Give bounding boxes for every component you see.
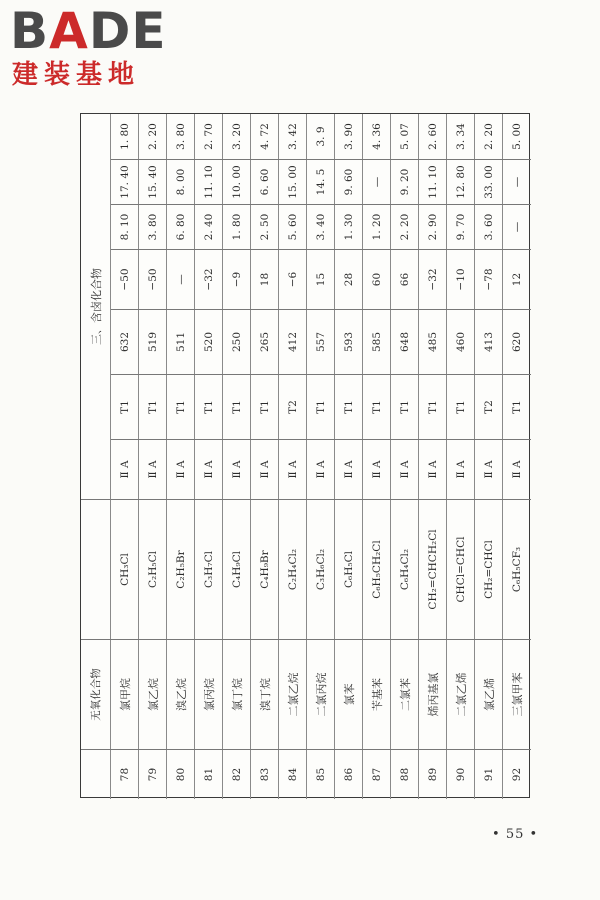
table-cell-name: 溴乙烷 — [167, 640, 195, 749]
table-cell-formula: C₆H₅CF₃ — [511, 546, 523, 593]
table-cell-density: 3. 20 — [223, 114, 251, 159]
table-cell-cls: Ⅱ A — [167, 440, 195, 499]
table-cell-name: 三氯甲苯 — [511, 672, 524, 717]
table-cell-no: 78 — [111, 750, 139, 799]
page-number: • 55 • — [492, 827, 538, 842]
table-cell-cls: Ⅱ A — [307, 440, 335, 499]
table-columns — [81, 114, 531, 799]
table-cell-density: 3. 34 — [447, 114, 475, 159]
table-cell-temp: 648 — [391, 310, 419, 374]
table-cell-temp: 413 — [475, 310, 503, 374]
table-cell-temp: 412 — [279, 310, 307, 374]
col-ignition-temp — [81, 309, 531, 374]
table-cell-group: T1 — [307, 375, 335, 439]
table-cell-no: 91 — [475, 750, 503, 799]
table-cell-lel: 1. 30 — [335, 205, 363, 249]
table-cell-lel: 6. 80 — [167, 205, 195, 249]
table-cell-group: T1 — [335, 375, 363, 439]
table-cell-temp: 557 — [307, 310, 335, 374]
table-cell-cls: Ⅱ A — [139, 440, 167, 499]
table-cell-lel: 1. 80 — [223, 205, 251, 249]
table-cell-group: T1 — [363, 375, 391, 439]
table-cell-flash: −10 — [447, 250, 475, 309]
table-cell-no: 87 — [363, 750, 391, 799]
table-cell-formula: CHCl=CHCl — [447, 500, 475, 639]
header-blank-cell — [81, 499, 111, 639]
table-cell-group: T1 — [111, 375, 139, 439]
table-cell-density: 4. 72 — [251, 114, 279, 159]
table-cell-temp: 519 — [139, 310, 167, 374]
table-cell-cls: Ⅱ A — [111, 440, 139, 499]
table-cell-flash: 18 — [251, 250, 279, 309]
table-cell-temp: 520 — [195, 310, 223, 374]
table-cell-group: T1 — [195, 375, 223, 439]
table-cell-temp: 265 — [251, 310, 279, 374]
table-cell-lel: 9. 70 — [447, 205, 475, 249]
header-cell — [81, 750, 111, 799]
table-cell-group: T2 — [279, 375, 307, 439]
table-cell-lel: 3. 40 — [307, 205, 335, 249]
table-cell-flash: 12 — [511, 272, 523, 287]
table-cell-lel: — — [511, 221, 523, 233]
table-cell-name: 氯甲烷 — [111, 640, 139, 749]
table-cell-uel: 15. 40 — [139, 160, 167, 204]
table-cell-density: 2. 20 — [139, 114, 167, 159]
table-cell-cls: Ⅱ A — [391, 440, 419, 499]
table-cell-name: 苄基苯 — [363, 640, 391, 749]
table-cell-no: 81 — [195, 750, 223, 799]
table-cell-name: 烯丙基氯 — [419, 640, 447, 749]
table-cell-no: 79 — [139, 750, 167, 799]
table-cell-name: 二氯丙烷 — [307, 640, 335, 749]
col-formula — [81, 499, 531, 639]
table-cell-formula: C₃H₇Cl — [195, 500, 223, 639]
table-cell-no: 89 — [419, 750, 447, 799]
table-cell-uel: 11. 10 — [195, 160, 223, 204]
col-class — [81, 439, 531, 499]
table-cell-flash: −78 — [475, 250, 503, 309]
table-cell-uel: 11. 10 — [419, 160, 447, 204]
table-cell-temp: 460 — [447, 310, 475, 374]
table-cell-lel: 2. 20 — [391, 205, 419, 249]
table-cell-formula: C₄H₉Br — [251, 500, 279, 639]
table-cell-flash: −32 — [419, 250, 447, 309]
table-header-title: 无氧化合物 — [81, 640, 111, 749]
table-cell-uel: 10. 00 — [223, 160, 251, 204]
table-cell-no: 92 — [511, 767, 523, 782]
table-cell-name: 氯苯 — [335, 640, 363, 749]
table-cell-density: 2. 20 — [475, 114, 503, 159]
col-flash-point — [81, 249, 531, 309]
table-cell-lel: 1. 20 — [363, 205, 391, 249]
table-cell-flash: — — [167, 250, 195, 309]
table-cell-lel: 2. 50 — [251, 205, 279, 249]
table-cell-uel: 14. 5 — [307, 160, 335, 204]
table-cell-cls: Ⅱ A — [419, 440, 447, 499]
table-cell-cls: Ⅱ A — [223, 440, 251, 499]
table-cell-name: 二氯乙烷 — [279, 640, 307, 749]
col-upper-limit — [81, 159, 531, 204]
data-table — [80, 113, 530, 798]
table-cell-lel: 5. 60 — [279, 205, 307, 249]
table-cell-group: T1 — [447, 375, 475, 439]
table-cell-flash: −6 — [279, 250, 307, 309]
table-cell-flash: 28 — [335, 250, 363, 309]
table-cell-formula: C₃H₆Cl₂ — [307, 500, 335, 639]
table-cell-temp: 585 — [363, 310, 391, 374]
table-cell-lel: 3. 80 — [139, 205, 167, 249]
table-cell-cls: Ⅱ A — [511, 460, 523, 479]
table-cell-temp: 511 — [167, 310, 195, 374]
table-cell-flash: 66 — [391, 250, 419, 309]
col-name — [81, 639, 531, 749]
col-lower-limit — [81, 204, 531, 249]
table-cell-group: T1 — [223, 375, 251, 439]
table-cell-density: 1. 80 — [111, 114, 139, 159]
logo-wordmark: BADE — [10, 2, 167, 60]
table-cell-cls: Ⅱ A — [475, 440, 503, 499]
table-cell-density: 3. 80 — [167, 114, 195, 159]
table-cell-no: 82 — [223, 750, 251, 799]
table-cell-cls: Ⅱ A — [447, 440, 475, 499]
table-cell-flash: −9 — [223, 250, 251, 309]
table-cell-cls: Ⅱ A — [279, 440, 307, 499]
table-cell-uel: 9. 60 — [335, 160, 363, 204]
table-cell-cls: Ⅱ A — [251, 440, 279, 499]
table-cell-no: 84 — [279, 750, 307, 799]
table-cell-formula: C₂H₄Cl₂ — [279, 500, 307, 639]
table-cell-density: 5. 07 — [391, 114, 419, 159]
table-cell-no: 85 — [307, 750, 335, 799]
table-cell-name: 二氯苯 — [391, 640, 419, 749]
table-cell-name: 氯乙烯 — [475, 640, 503, 749]
table-cell-no: 83 — [251, 750, 279, 799]
bade-logo — [10, 2, 180, 92]
table-cell-flash: −50 — [111, 250, 139, 309]
table-cell-cls: Ⅱ A — [335, 440, 363, 499]
logo-subtitle: 建装基地 — [12, 60, 141, 90]
table-cell-cls: Ⅱ A — [363, 440, 391, 499]
table-cell-uel: 17. 40 — [111, 160, 139, 204]
table-cell-flash: 15 — [307, 250, 335, 309]
col-temp-group — [81, 374, 531, 439]
table-cell-uel: 8. 00 — [167, 160, 195, 204]
table-cell-density: 3. 9 — [307, 114, 335, 159]
table-cell-group: T1 — [139, 375, 167, 439]
table-cell-lel: 8. 10 — [111, 205, 139, 249]
table-cell-no: 90 — [447, 750, 475, 799]
col-number — [81, 749, 531, 799]
table-cell-formula: C₆H₅CH₂Cl — [363, 500, 391, 639]
table-cell-lel: 2. 40 — [195, 205, 223, 249]
section-title: 三、含卤化合物 — [81, 114, 111, 499]
table-cell-name: 溴丁烷 — [251, 640, 279, 749]
table-cell-flash: 60 — [363, 250, 391, 309]
table-cell-formula: C₂H₅Cl — [139, 500, 167, 639]
table-cell-temp: 620 — [511, 331, 523, 353]
table-cell-uel: 12. 80 — [447, 160, 475, 204]
table-cell-name: 二氯乙烯 — [447, 640, 475, 749]
table-cell-formula: C₆H₄Cl₂ — [391, 500, 419, 639]
table-cell-uel: — — [363, 160, 391, 204]
table-cell-group: T2 — [475, 375, 503, 439]
table-cell-formula: C₆H₅Cl — [335, 500, 363, 639]
table-cell-uel: 9. 20 — [391, 160, 419, 204]
table-cell-uel: 33. 00 — [475, 160, 503, 204]
table-cell-density: 4. 36 — [363, 114, 391, 159]
table-cell-density: 3. 42 — [279, 114, 307, 159]
table-cell-density: 2. 70 — [195, 114, 223, 159]
table-cell-group: T1 — [511, 400, 523, 414]
table-cell-formula: CH₂=CHCl — [475, 500, 503, 639]
table-cell-density: 5. 00 — [511, 123, 523, 150]
table-cell-name: 氯丙烷 — [195, 640, 223, 749]
table-cell-formula: C₂H₅Br — [167, 500, 195, 639]
table-cell-temp: 593 — [335, 310, 363, 374]
table-cell-temp: 632 — [111, 310, 139, 374]
table-cell-no: 86 — [335, 750, 363, 799]
table-cell-density: 2. 60 — [419, 114, 447, 159]
col-vapor-density — [81, 114, 531, 159]
table-cell-no: 88 — [391, 750, 419, 799]
table-cell-density: 3. 90 — [335, 114, 363, 159]
table-cell-group: T1 — [419, 375, 447, 439]
table-cell-group: T1 — [251, 375, 279, 439]
table-cell-temp: 250 — [223, 310, 251, 374]
table-cell-name: 氯乙烷 — [139, 640, 167, 749]
table-cell-lel: 3. 60 — [475, 205, 503, 249]
table-cell-group: T1 — [167, 375, 195, 439]
table-cell-no: 80 — [167, 750, 195, 799]
table-cell-temp: 485 — [419, 310, 447, 374]
table-cell-lel: 2. 90 — [419, 205, 447, 249]
table-cell-formula: CH₃Cl — [111, 500, 139, 639]
rotated-table-body — [81, 114, 531, 799]
table-cell-flash: −50 — [139, 250, 167, 309]
table-cell-formula: C₄H₉Cl — [223, 500, 251, 639]
table-cell-name: 氯丁烷 — [223, 640, 251, 749]
table-cell-uel: 15. 00 — [279, 160, 307, 204]
table-cell-cls: Ⅱ A — [195, 440, 223, 499]
table-cell-formula: CH₂=CHCH₂Cl — [419, 500, 447, 639]
table-cell-uel: — — [511, 176, 523, 188]
table-cell-group: T1 — [391, 375, 419, 439]
table-cell-uel: 6. 60 — [251, 160, 279, 204]
table-cell-flash: −32 — [195, 250, 223, 309]
